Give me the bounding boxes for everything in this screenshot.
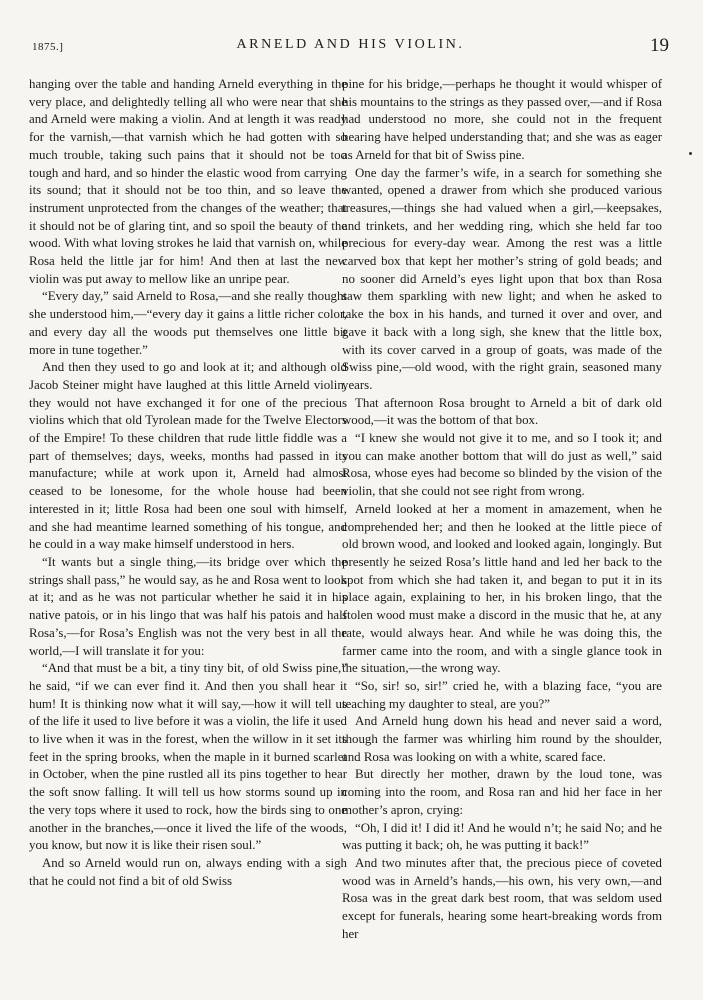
paragraph: “So, sir! so, sir!” cried he, with a blazing face, “you are teaching my daughter to steal, are you?” [342,678,662,711]
header-title: ARNELD AND HIS VIOLIN. [236,37,465,52]
running-head [32,35,669,57]
header-year: 1875.] [32,41,64,53]
paragraph: hanging over the table and handing Arneld everything in the very place, and delightedly telling all who were near that she and Arneld were making a violin. And at length it was ready for the varnish,—that varnish which he had gotten with so much trouble, taking such pains that it should not be too tough and hard, and so hinder the elastic wood from carrying its sound; that it should not be too thin, and so leave the instrument unprotected from the changes of the weather; that it should not be of glaring tint, and so spoil the beauty of the wood. With what loving strokes he laid that varnish on, while Rosa held the little jar for him! And then at last the new violin was put away to mellow like an unripe pear. [29,77,347,286]
paragraph: And so Arneld would run on, always ending with a sigh that he could not find a bit of old Swiss [29,855,347,888]
paragraph: Arneld looked at her a moment in amazement, when he comprehended her; and then he looked at the little piece of old brown wood, and looked and looked again, longingly. But presently he seized Rosa’s little hand and led her back to the spot from which she had taken it, and began to put it in its place again, explaining to her, in his broken lingo, that the stolen wood must make a discord in the music that he, at any rate, would always hear. And while he was doing this, the farmer came into the room, and with a single glance took in the situation,—the wrong way. [342,501,662,676]
paragraph: pine for his bridge,—perhaps he thought it would whisper of his mountains to the strings as they passed over,—and if Rosa had understood no more, she could not in the frequent hearing have helped understanding that; and she was as eager as Arneld for that bit of Swiss pine. [342,77,662,162]
ink-speck [689,152,692,155]
right-column [342,76,662,943]
paragraph: That afternoon Rosa brought to Arneld a bit of dark old wood,—it was the bottom of that box. [342,395,662,428]
paragraph: And two minutes after that, the precious piece of coveted wood was in Arneld’s hands,—his own, his very own,—and Rosa was in the great dark best room, that was seldom used except for funerals, hearing some heart-breaking words from her [342,855,662,941]
paragraph: One day the farmer’s wife, in a search for something she wanted, opened a drawer from which she produced various treasures,—things she had valued when a girl,—keepsakes, and trinkets, and her wedding ring, which she held far too precious for every-day wear. Among the rest was a little carved box that kept her mother’s string of gold beads; and no sooner did Arneld’s eyes light upon that box than Rosa saw them sparkling with new light; and when he asked to take the box in his hands, and turned it over and over, and gave it back with a long sigh, she knew that the little box, with its cover carved in a group of goats, was made of the Swiss pine,—old wood, with the right grain, seasoned many years. [342,165,662,392]
paragraph: “It wants but a single thing,—its bridge over which the strings shall pass,” he would say, as he and Rosa went to look at it; and as he was not particular whether he said it in his native patois, or in his lingo that was half his patois and half Rosa’s,—for Rosa’s English was not the very best in all the world,—I will translate it for you: [29,554,347,658]
paragraph: But directly her mother, drawn by the loud tone, was coming into the room, and Rosa ran and hid her face in her mother’s apron, crying: [342,767,662,817]
paragraph: And Arneld hung down his head and never said a word, though the farmer was whirling him round by the shoulder, and Rosa was looking on with a white, scared face. [342,714,662,764]
paragraph: “Oh, I did it! I did it! And he would n’t; he said No; and he was putting it back; oh, he was putting it back!” [342,820,662,853]
paragraph: “Every day,” said Arneld to Rosa,—and she really thought she understood him,—“every day it gains a little richer color, and every day all the woods put themselves one little bit more in tune together.” [29,289,347,357]
paragraph: “I knew she would not give it to me, and so I took it; and you can make another bottom that will do just as well,” said Rosa, whose eyes had become so blinded by the vision of the violin, that she could not see right from wrong. [342,431,662,499]
paragraph: And then they used to go and look at it; and although old Jacob Steiner might have laughed at this little Arneld violin, they would not have exchanged it for one of the precious violins which that old Tyrolean made for the Twelve Electors of the Empire! To these children that rude little fiddle was a part of themselves; days, weeks, months had passed in its manufacture; while at work upon it, Arneld had almost ceased to be lonesome, for the whole house had been interested in it; little Rosa had been one soul with himself, and she had meantime learned something of his tongue, and he could in a way make himself understood in hers. [29,360,347,552]
page-number: 19 [650,35,669,56]
paragraph: “And that must be a bit, a tiny tiny bit, of old Swiss pine,” he said, “if we can ever find it. And then you shall hear it hum! It is thinking now what it will say,—how it will tell us of the life it used to live before it was a violin, the life it used to live when it was in the forest, when the willow in it set its feet in the spring brooks, when the maple in it burned scarlet in October, when the pine rustled all its pins together to hear the soft snow falling. It will tell us how storms sound up in the very tops where it used to rock, how the birds sing to one another in the branches,—once it lived the life of the woods, you know, but now it is like their risen soul.” [29,661,347,853]
left-column [29,76,347,890]
